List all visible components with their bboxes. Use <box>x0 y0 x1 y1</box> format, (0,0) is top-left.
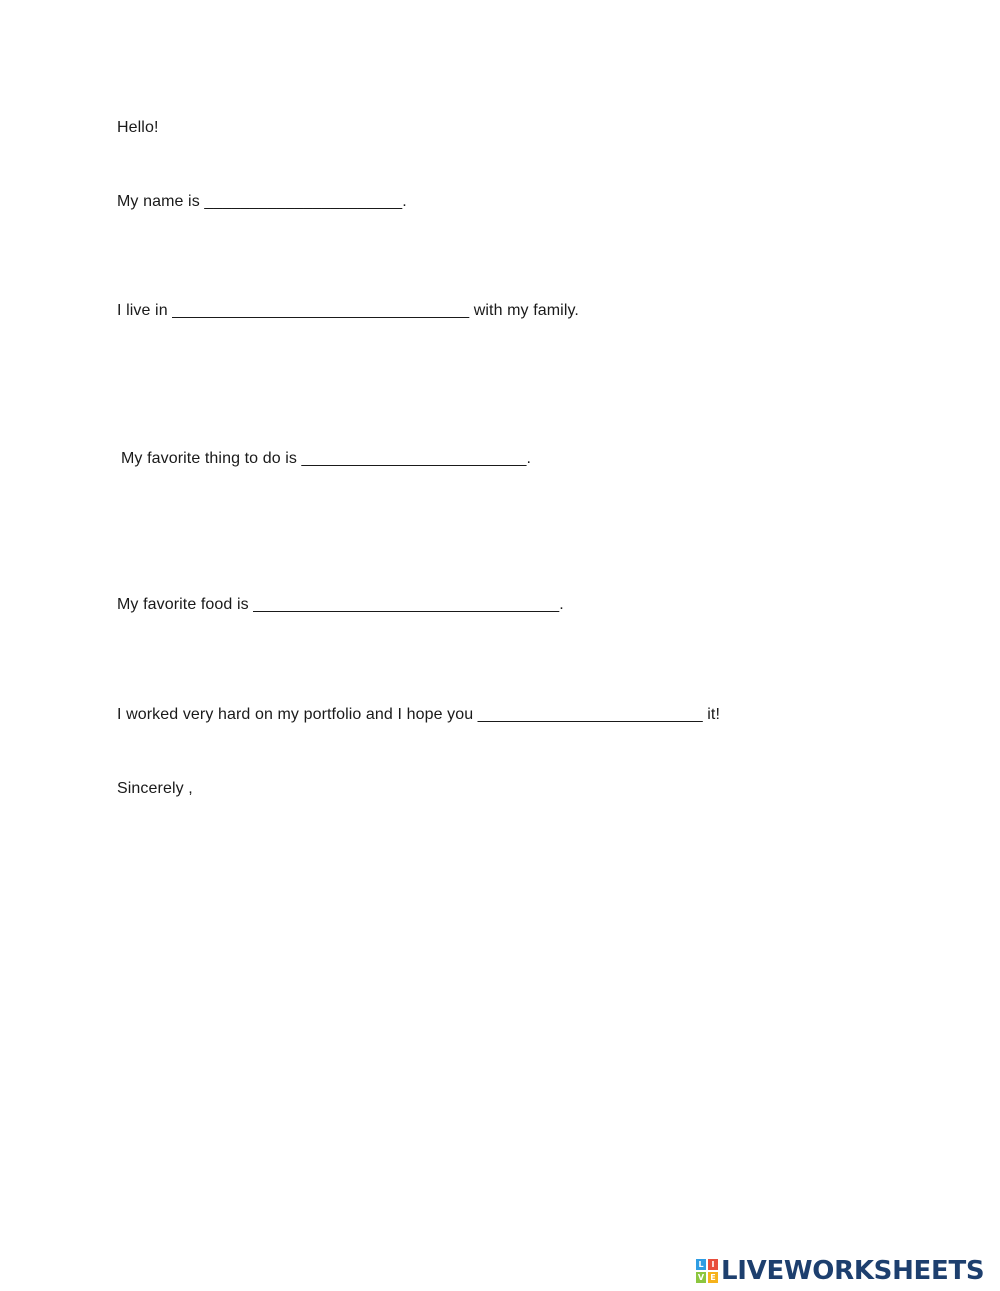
logo-block-l: L <box>696 1259 706 1270</box>
logo-block-e: E <box>708 1272 718 1283</box>
greeting-text: Hello! <box>117 119 159 136</box>
favorite-thing-sentence: My favorite thing to do is _________________________. <box>121 450 532 467</box>
name-sentence: My name is ______________________. <box>117 193 407 210</box>
portfolio-sentence: I worked very hard on my portfolio and I hope you _________________________ it! <box>117 706 721 723</box>
liveworksheets-logo <box>696 1256 984 1286</box>
closing-text: Sincerely , <box>117 780 193 797</box>
logo-mark-icon <box>696 1259 718 1283</box>
logo-block-v: V <box>697 1272 705 1282</box>
logo-wordmark: LIVEWORKSHEETS <box>721 1256 985 1286</box>
live-sentence: I live in _________________________________ with my family. <box>117 302 579 319</box>
logo-block-i: I <box>708 1259 718 1270</box>
favorite-food-sentence: My favorite food is __________________________________. <box>117 596 564 613</box>
